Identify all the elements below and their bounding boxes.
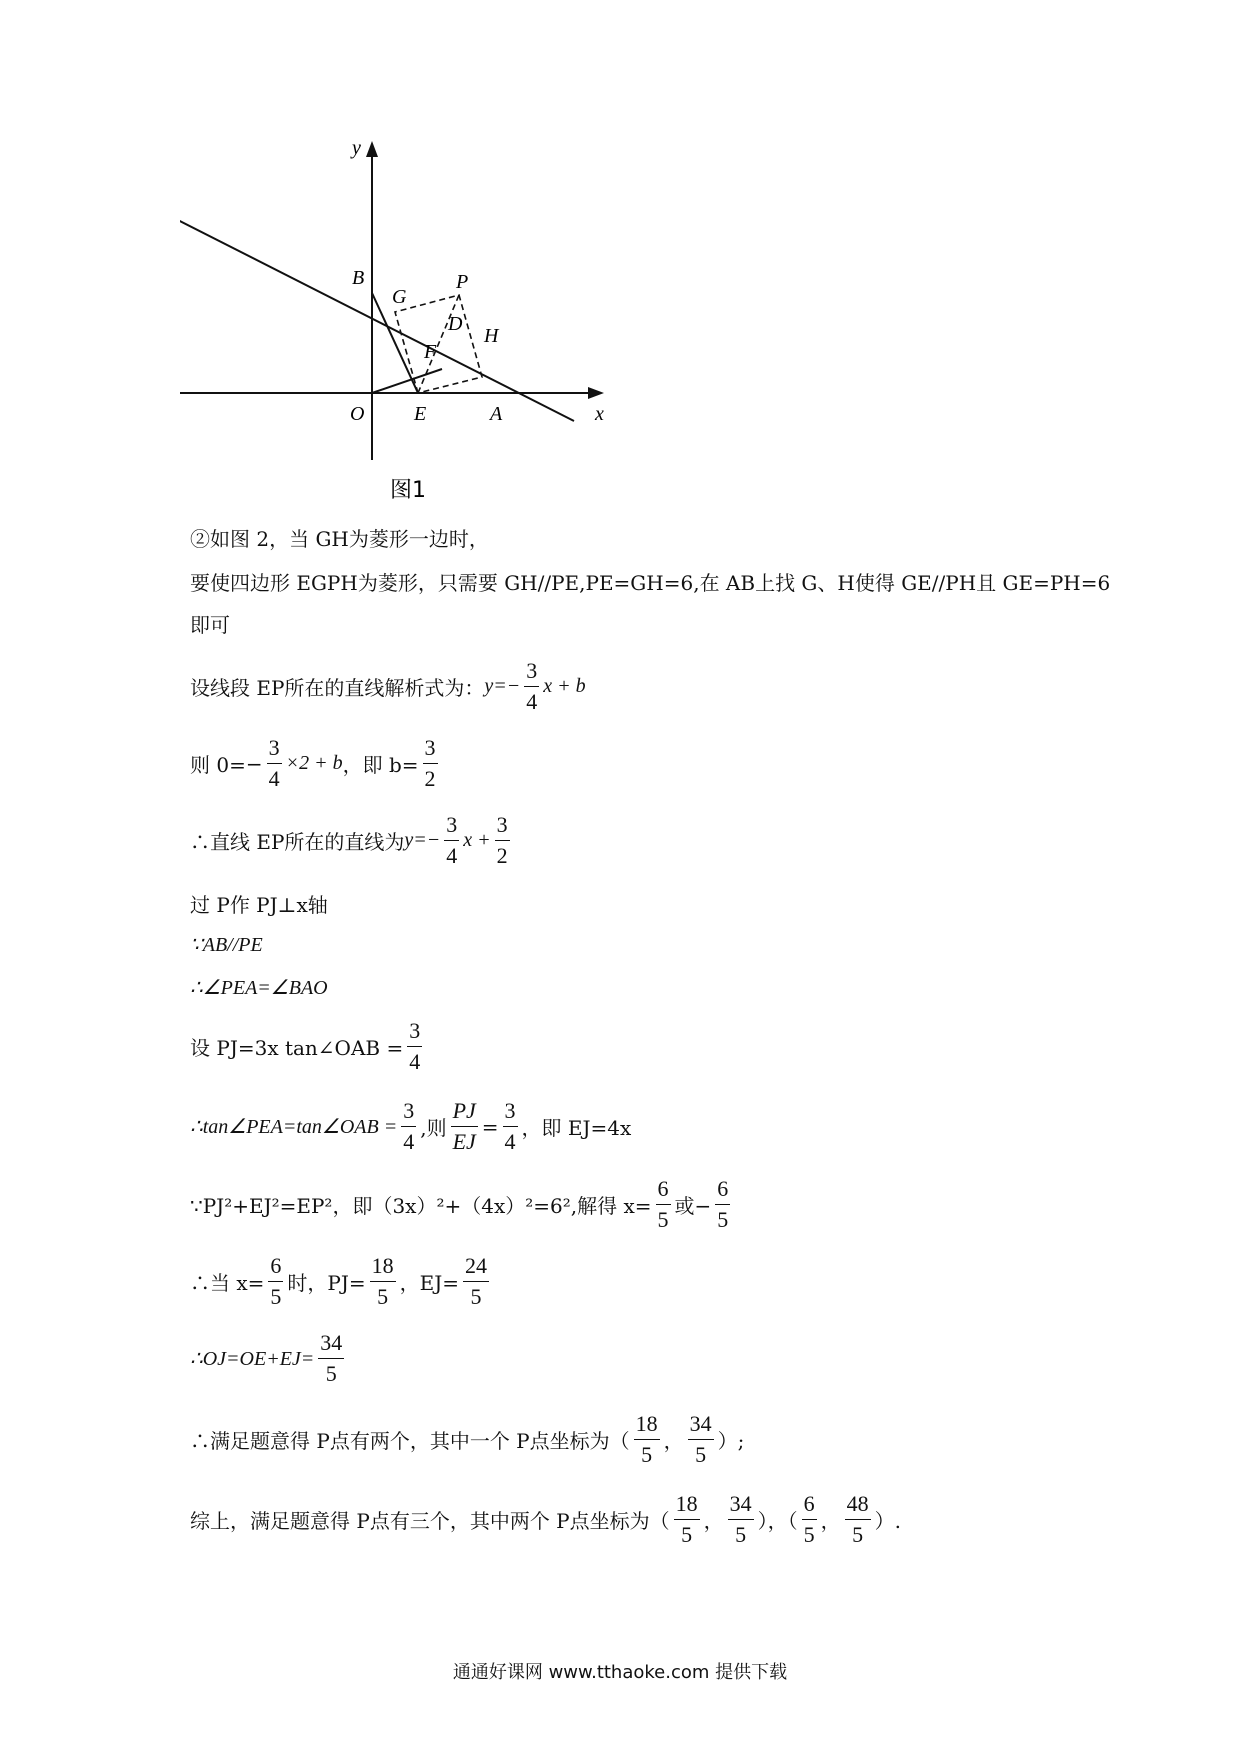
line-14: ∴OJ=OE+EJ= $\frac{34}{5}$ xyxy=(190,1330,343,1386)
fraction-6-5: $\frac{6}{5}$ xyxy=(803,1491,815,1547)
figure-caption: 图1 xyxy=(390,478,426,503)
line-16: 综上，满足题意得 P点有三个，其中两个 P点坐标为（ $\frac{18}{5}$ ， $\frac{34}{5}$ ），（ $\frac{6}{5}$ ， $\frac{48}{5}$ ）. xyxy=(190,1491,901,1547)
line-4: 设线段 EP所在的直线解析式为： y=− $\frac{3}{4}$ x + b xyxy=(190,658,586,714)
fraction-3-4: $\frac{3}{4}$ xyxy=(409,1018,421,1074)
fraction-18-5: $\frac{18}{5}$ xyxy=(635,1411,658,1467)
fraction-3-4: $\frac{3}{4}$ xyxy=(526,658,538,714)
fraction-3-4: $\frac{3}{4}$ xyxy=(504,1098,516,1154)
label-o: O xyxy=(350,403,365,425)
label-d: D xyxy=(448,313,463,335)
footer-text: 通通好课网 www.tthaoke.com 提供下载 xyxy=(452,1662,788,1683)
fraction-34-5: $\frac{34}{5}$ xyxy=(320,1330,343,1386)
line-6: ∴直线 EP所在的直线为 y=− $\frac{3}{4}$ x + $\frac{3}{2}$ xyxy=(190,812,508,868)
fraction-6-5: $\frac{6}{5}$ xyxy=(657,1176,669,1232)
fraction-pj-ej: $\frac{PJ}{EJ}$ xyxy=(452,1098,476,1154)
fraction-48-5: $\frac{48}{5}$ xyxy=(846,1491,869,1547)
label-g: G xyxy=(392,286,407,308)
fraction-3-4: $\frac{3}{4}$ xyxy=(446,812,458,868)
fraction-18-5: $\frac{18}{5}$ xyxy=(371,1253,394,1309)
fraction-34-5: $\frac{34}{5}$ xyxy=(729,1491,752,1547)
fraction-24-5: $\frac{24}{5}$ xyxy=(465,1253,488,1309)
label-h: H xyxy=(484,325,499,347)
line-13: ∴当 x= $\frac{6}{5}$ 时，PJ= $\frac{18}{5}$ ，EJ= $\frac{24}{5}$ xyxy=(190,1253,488,1309)
label-f: F xyxy=(424,341,437,363)
label-y: y xyxy=(352,140,361,159)
line-3: 即可 xyxy=(190,613,230,637)
line-11: ∴tan∠PEA=tan∠OAB = $\frac{3}{4}$ ,则 $\frac{PJ}{EJ}$ = $\frac{3}{4}$ ，即 EJ=4x xyxy=(190,1098,632,1154)
label-p: P xyxy=(456,271,469,293)
line-12: ∵PJ²+EJ²=EP²，即（3x）²+（4x）²=6²,解得 x= $\frac{6}{5}$ 或− $\frac{6}{5}$ xyxy=(190,1176,729,1232)
line-5: 则 0= − $\frac{3}{4}$ ×2 + b ，即 b= $\frac{3}{2}$ xyxy=(190,735,436,791)
label-e: E xyxy=(414,403,427,425)
label-x: x xyxy=(595,403,604,425)
fraction-3-4: $\frac{3}{4}$ xyxy=(268,735,280,791)
label-a: A xyxy=(490,403,503,425)
geometry-figure xyxy=(180,140,620,520)
line-15: ∴满足题意得 P点有两个，其中一个 P点坐标为（ $\frac{18}{5}$ ， $\frac{34}{5}$ ）; xyxy=(190,1411,745,1467)
label-b: B xyxy=(352,267,365,289)
fraction-6-5: $\frac{6}{5}$ xyxy=(270,1253,282,1309)
line-2: 要使四边形 EGPH为菱形，只需要 GH//PE,PE=GH=6,在 AB上找 G、H使得 GE//PH且 GE=PH=6 xyxy=(190,571,1111,595)
line-9: ∴∠PEA=∠BAO xyxy=(190,977,328,999)
fraction-6-5: $\frac{6}{5}$ xyxy=(717,1176,729,1232)
line-7: 过 P作 PJ⊥x轴 xyxy=(190,893,328,917)
line-10: 设 PJ=3x tan∠OAB = $\frac{3}{4}$ xyxy=(190,1018,421,1074)
fraction-18-5: $\frac{18}{5}$ xyxy=(675,1491,698,1547)
line-8: ∵AB//PE xyxy=(190,934,263,956)
line-1: ②如图 2，当 GH为菱形一边时， xyxy=(190,527,489,551)
fraction-34-5: $\frac{34}{5}$ xyxy=(689,1411,712,1467)
fraction-3-2: $\frac{3}{2}$ xyxy=(424,735,436,791)
segment-of xyxy=(372,369,442,393)
fraction-3-2: $\frac{3}{2}$ xyxy=(496,812,508,868)
fraction-3-4: $\frac{3}{4}$ xyxy=(403,1098,415,1154)
